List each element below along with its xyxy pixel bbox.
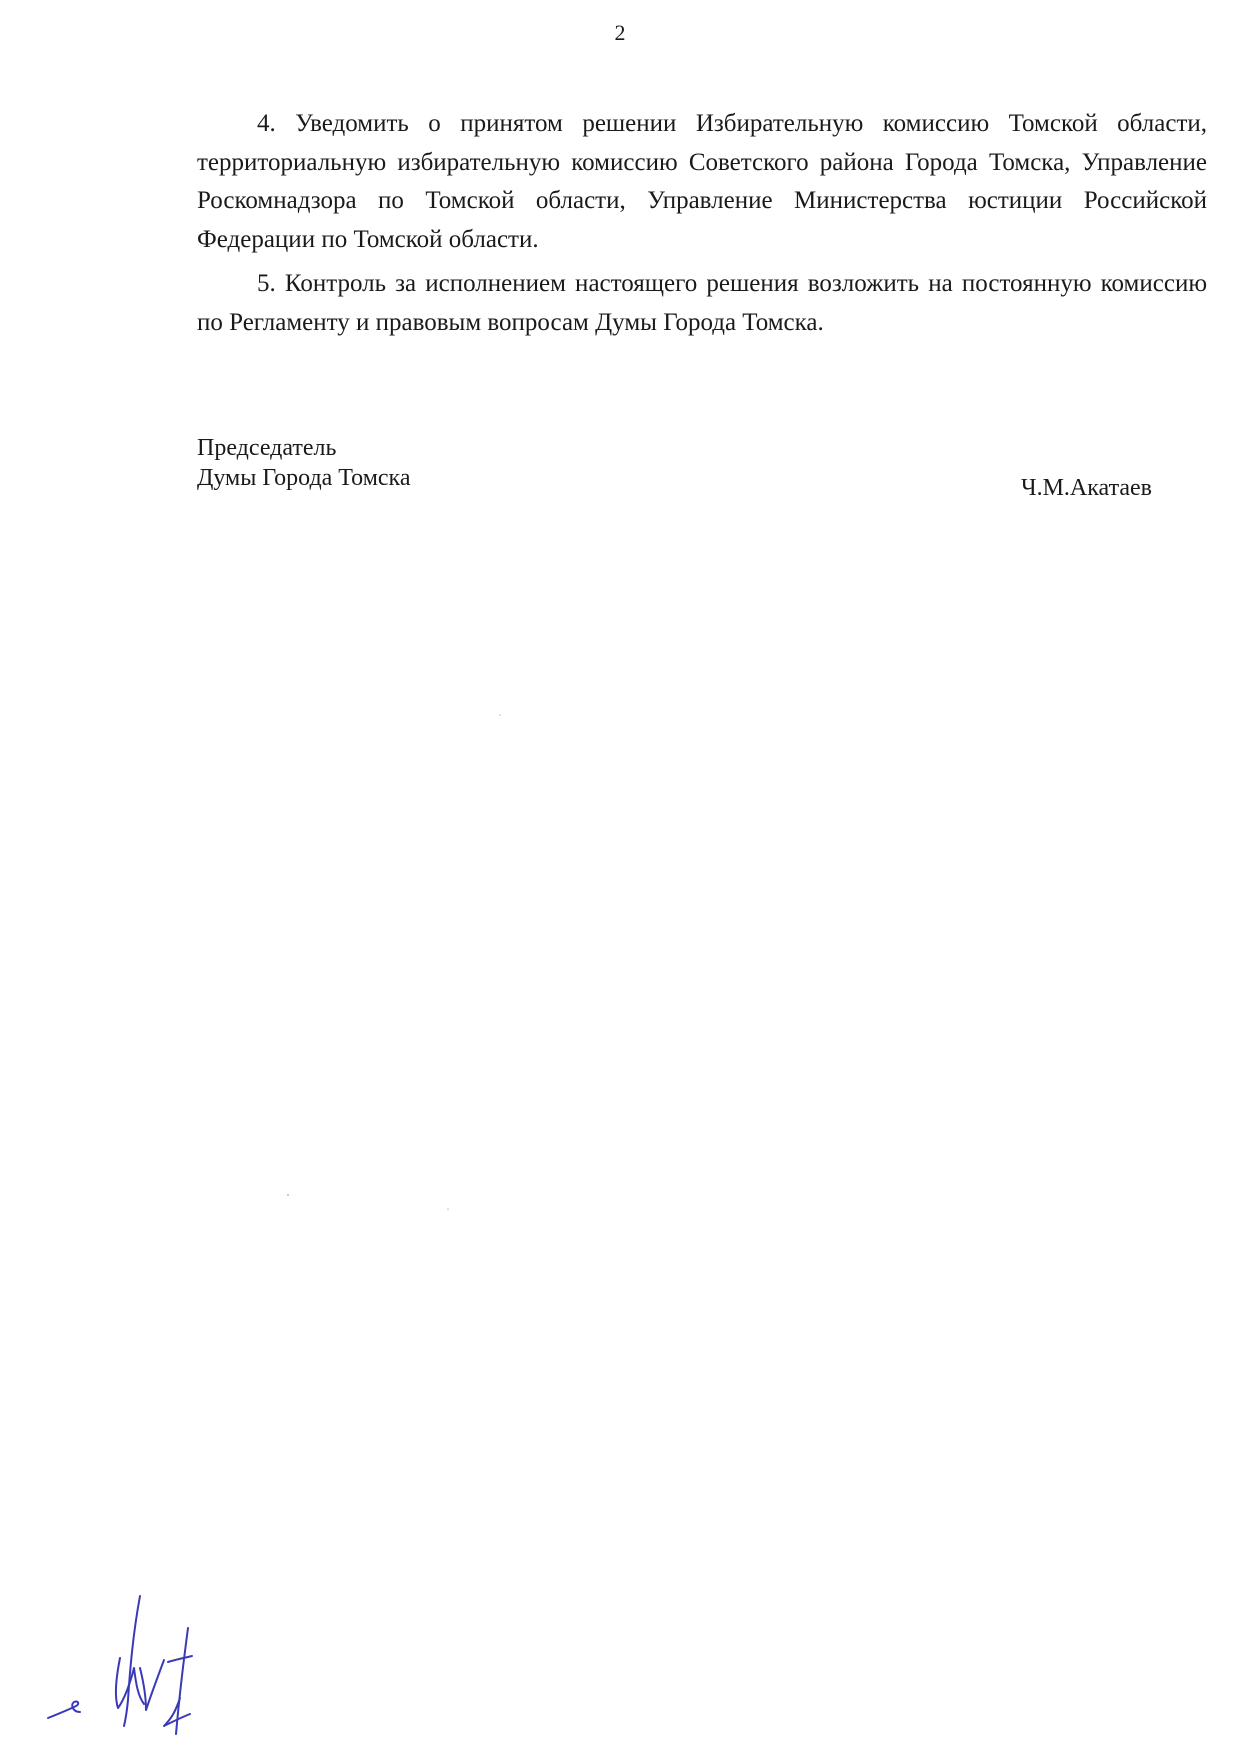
signer-name: Ч.М.Акатаев — [1020, 475, 1152, 501]
signer-title-line-1: Председатель — [197, 435, 337, 461]
paragraph-item-5: 5. Контроль за исполнением настоящего решения возложить на постоянную комиссию по Регламенту и правовым вопросам Думы Города Томска. — [197, 270, 1207, 336]
document-body — [197, 105, 1207, 348]
page-number: 2 — [614, 20, 626, 45]
paragraph-item-4: 4. Уведомить о принятом решении Избирательную комиссию Томской области, территориальную избирательную комиссию Советского района Города Томска, Управление Роскомнадзора по Томской области, Управление Министерства юстиции Российской Федерации по Томской области. — [197, 110, 1207, 253]
signature-block — [197, 433, 1207, 513]
signer-title-line-2: Думы Города Томска — [197, 465, 411, 491]
handwritten-initials-mark — [40, 1588, 220, 1738]
